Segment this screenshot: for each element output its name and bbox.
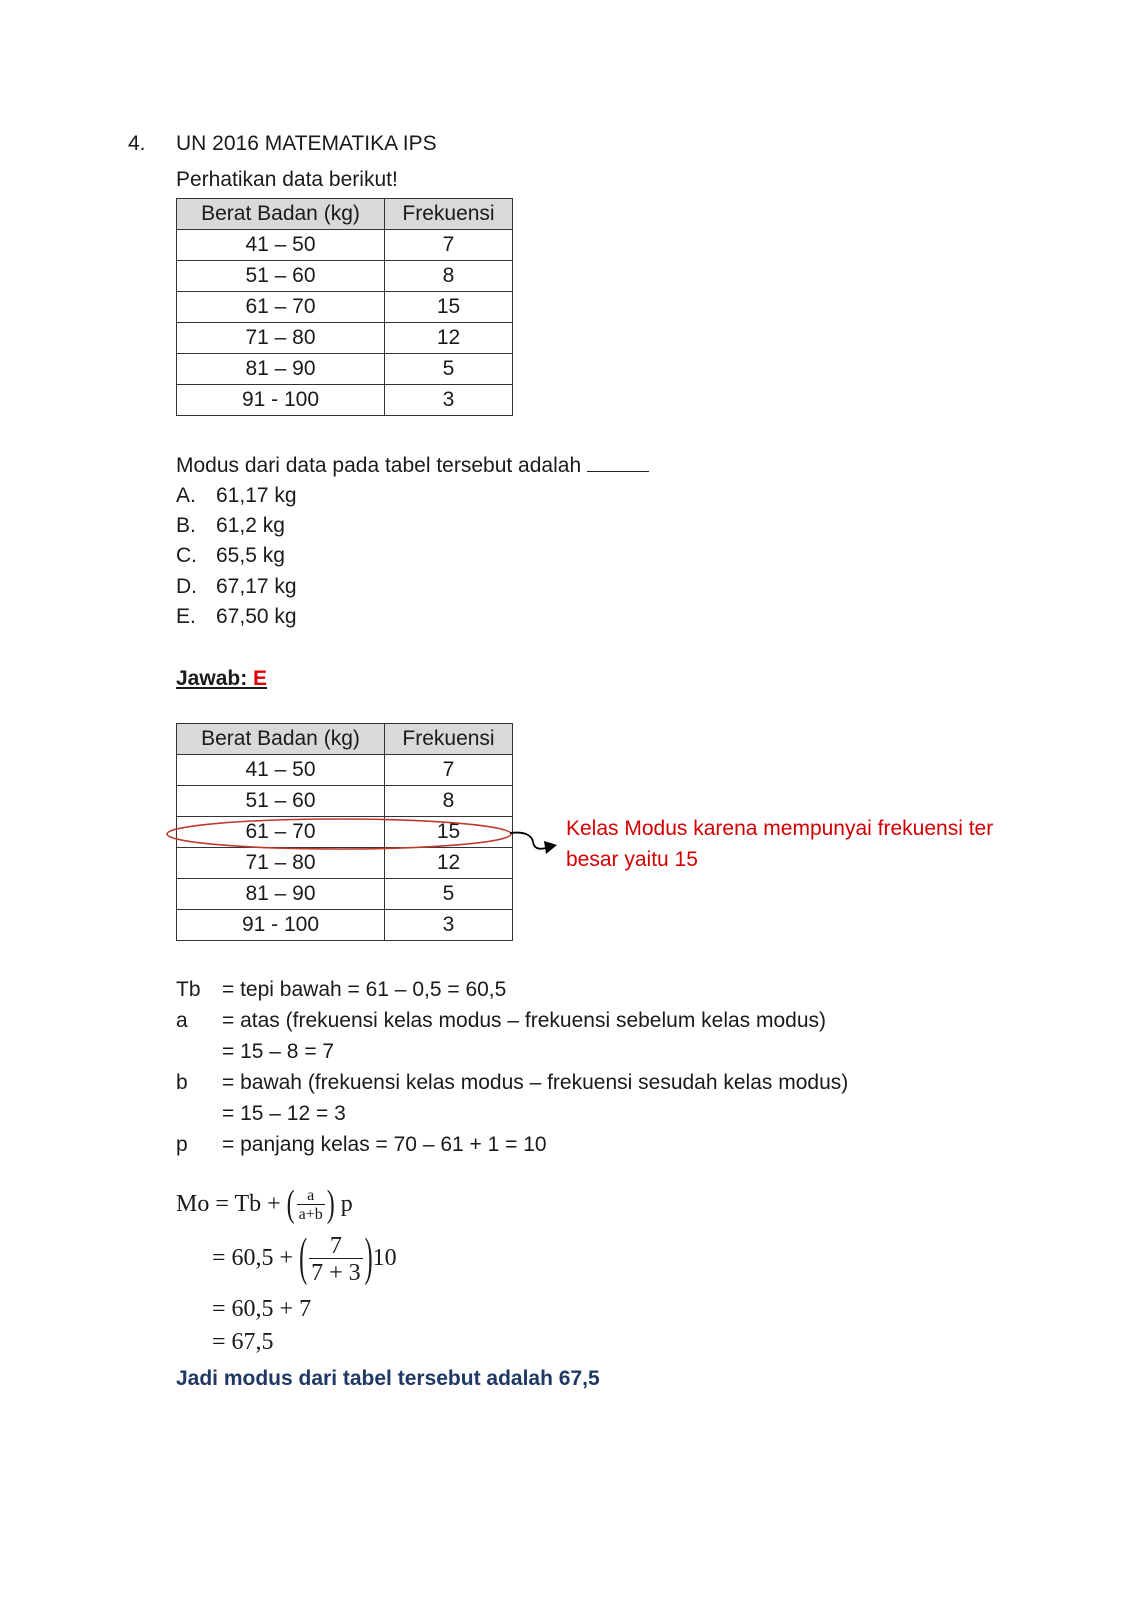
table-row [177, 879, 513, 910]
option-text: 67,17 kg [216, 575, 297, 598]
right-paren-icon: ) [326, 1183, 335, 1226]
derivation-label-b: b [176, 1071, 188, 1094]
left-paren-icon: ( [286, 1183, 295, 1226]
solution-frequency-table [176, 723, 513, 941]
question-intro: Perhatikan data berikut! [176, 168, 398, 191]
table-cell-class: 41 – 50 [177, 755, 385, 786]
table-row [177, 230, 513, 261]
table-row [177, 354, 513, 385]
formula-line-4: = 67,5 [212, 1329, 274, 1355]
table-cell-frequency: 8 [385, 786, 513, 817]
table-cell-frequency: 7 [385, 230, 513, 261]
option-text: 65,5 kg [216, 544, 285, 567]
option-letter: D. [176, 575, 197, 598]
table-row [177, 323, 513, 354]
answer-line [176, 666, 267, 692]
fraction-numerator: 7 [329, 1233, 342, 1259]
table-cell-class: 51 – 60 [177, 261, 385, 292]
derivation-label-p: p [176, 1133, 188, 1156]
table-cell-frequency: 3 [385, 385, 513, 416]
fraction [309, 1234, 363, 1285]
table-cell-class: 71 – 80 [177, 848, 385, 879]
annotation-arrow-icon [510, 833, 546, 849]
question-title: UN 2016 MATEMATIKA IPS [176, 132, 437, 155]
option-d [176, 574, 297, 600]
table-row [177, 261, 513, 292]
question-prompt [176, 453, 649, 479]
formula-lhs: Mo = Tb + [176, 1191, 287, 1218]
derivation-text-b-value: = 15 – 12 = 3 [222, 1102, 346, 1125]
option-text: 61,2 kg [216, 514, 285, 537]
annotation-line-1: Kelas Modus karena mempunyai frekuensi ter [566, 817, 994, 840]
formula-lhs: = 60,5 + [212, 1245, 300, 1272]
option-text: 61,17 kg [216, 484, 297, 507]
table-header-frequency: Frekuensi [385, 724, 513, 755]
derivation-text-b: = bawah (frekuensi kelas modus – frekuensi sesudah kelas modus) [222, 1071, 849, 1094]
fraction [297, 1188, 325, 1223]
question-prompt-text: Modus dari data pada tabel tersebut adalah [176, 454, 582, 477]
option-b [176, 513, 285, 539]
table-row [177, 755, 513, 786]
table-cell-class: 71 – 80 [177, 323, 385, 354]
table-header-frequency: Frekuensi [385, 199, 513, 230]
option-letter: A. [176, 484, 196, 507]
table-cell-class: 81 – 90 [177, 879, 385, 910]
right-paren-icon: ) [364, 1229, 373, 1287]
fraction-denominator: a+b [298, 1206, 323, 1223]
table-row [177, 910, 513, 941]
formula-line-3: = 60,5 + 7 [212, 1296, 312, 1322]
table-header-weight: Berat Badan (kg) [177, 199, 385, 230]
table-cell-class: 91 - 100 [177, 385, 385, 416]
option-text: 67,50 kg [216, 605, 297, 628]
left-paren-icon: ( [299, 1229, 308, 1287]
table-cell-class: 51 – 60 [177, 786, 385, 817]
table-cell-frequency: 15 [385, 292, 513, 323]
table-cell-class: 91 - 100 [177, 910, 385, 941]
table-cell-class: 41 – 50 [177, 230, 385, 261]
fraction-denominator: 7 + 3 [311, 1260, 361, 1286]
option-c [176, 543, 285, 569]
option-e [176, 604, 297, 630]
derivation-text-tb: = tepi bawah = 61 – 0,5 = 60,5 [222, 978, 507, 1001]
formula-line-1 [176, 1183, 353, 1226]
option-letter: C. [176, 544, 197, 567]
table-cell-frequency: 5 [385, 354, 513, 385]
answer-letter: E [253, 667, 268, 690]
question-number: 4. [128, 132, 146, 155]
table-row [177, 292, 513, 323]
table-row [177, 786, 513, 817]
option-letter: B. [176, 514, 196, 537]
arrow-head-icon [544, 841, 557, 854]
table-cell-frequency: 3 [385, 910, 513, 941]
table-header-row [177, 199, 513, 230]
annotation-line-2: besar yaitu 15 [566, 848, 698, 871]
table-cell-frequency: 8 [385, 261, 513, 292]
table-cell-frequency: 12 [385, 323, 513, 354]
formula-tail: p [340, 1191, 353, 1218]
formula-line-2 [212, 1229, 397, 1287]
table-cell-class: 61 – 70 [177, 817, 385, 848]
derivation-text-a: = atas (frekuensi kelas modus – frekuensi sebelum kelas modus) [222, 1009, 827, 1032]
derivation-label-a: a [176, 1009, 188, 1032]
frequency-table [176, 198, 513, 416]
table-cell-class: 61 – 70 [177, 292, 385, 323]
option-letter: E. [176, 605, 196, 628]
table-cell-frequency: 5 [385, 879, 513, 910]
table-row [177, 848, 513, 879]
formula-tail: 10 [372, 1245, 397, 1272]
table-row-modal-class [177, 817, 513, 848]
table-header-weight: Berat Badan (kg) [177, 724, 385, 755]
derivation-text-a-value: = 15 – 8 = 7 [222, 1040, 335, 1063]
derivation-label-tb: Tb [176, 978, 201, 1001]
answer-blank [587, 453, 649, 472]
answer-label: Jawab: [176, 667, 254, 690]
table-cell-frequency: 7 [385, 755, 513, 786]
option-a [176, 483, 297, 509]
table-header-row [177, 724, 513, 755]
table-cell-class: 81 – 90 [177, 354, 385, 385]
conclusion: Jadi modus dari tabel tersebut adalah 67,5 [176, 1367, 600, 1390]
table-cell-frequency: 12 [385, 848, 513, 879]
fraction-numerator: a [307, 1187, 315, 1204]
table-cell-frequency: 15 [385, 817, 513, 848]
table-row [177, 385, 513, 416]
derivation-text-p: = panjang kelas = 70 – 61 + 1 = 10 [222, 1133, 547, 1156]
